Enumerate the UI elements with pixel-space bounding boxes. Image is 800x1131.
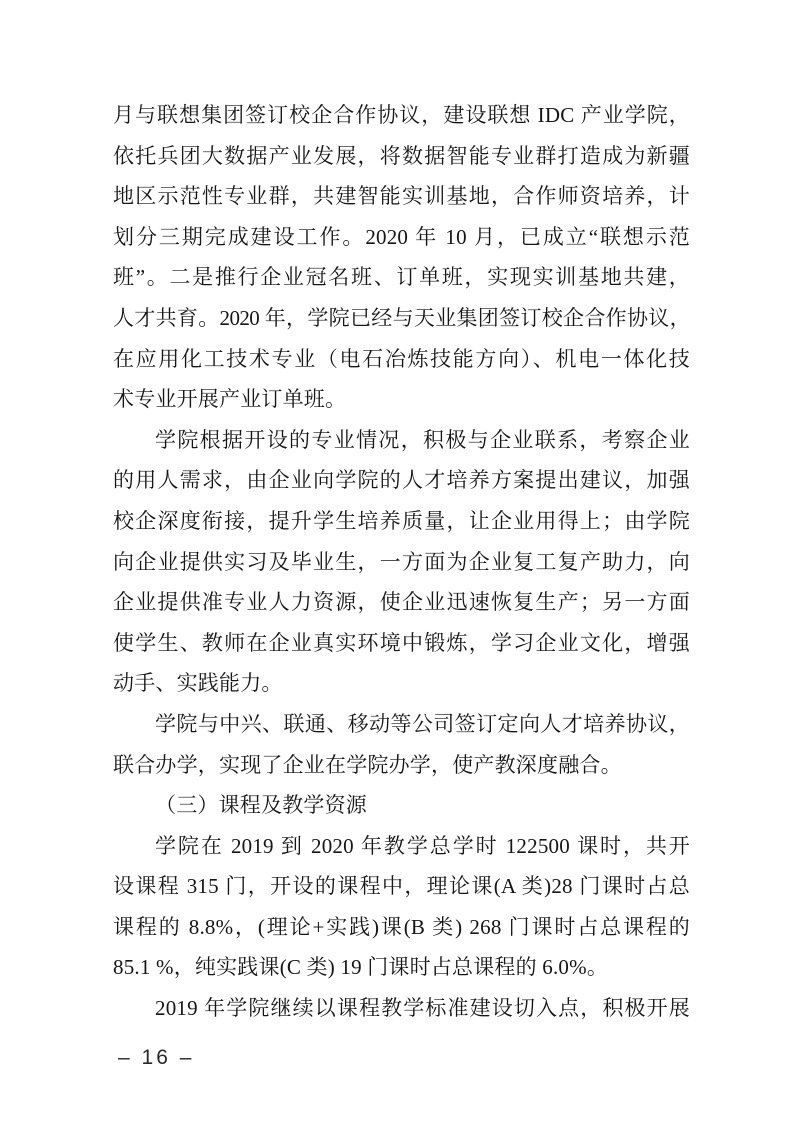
text-line: 85.1 %，纯实践课(C 类) 19 门课时占总课程的 6.0%。 xyxy=(113,955,609,980)
text-line: 地区示范性专业群，共建智能实训基地，合作师资培养，计 xyxy=(113,184,690,209)
text-line: 学院与中兴、联通、移动等公司签订定向人才培养协议， xyxy=(155,711,690,736)
text-line: 在应用化工技术专业（电石冶炼技能方向）、机电一体化技 xyxy=(113,346,690,371)
text-line: 班”。二是推行企业冠名班、订单班，实现实训基地共建， xyxy=(113,265,690,290)
text-line: 学院在 2019 到 2020 年教学总学时 122500 课时，共开 xyxy=(155,833,690,858)
text-line: 划分三期完成建设工作。2020 年 10 月，已成立“联想示范 xyxy=(113,224,690,249)
text-line: 使学生、教师在企业真实环境中锻炼，学习企业文化，增强 xyxy=(113,630,690,655)
text-line: 向企业提供实习及毕业生，一方面为企业复工复产助力，向 xyxy=(113,549,690,574)
page-number: – 16 – xyxy=(118,1046,195,1069)
text-line: 依托兵团大数据产业发展，将数据智能专业群打造成为新疆 xyxy=(113,143,690,168)
text-line: 企业提供准专业人力资源，使企业迅速恢复生产；另一方面 xyxy=(113,590,690,615)
text-line: 2019 年学院继续以课程教学标准建设切入点，积极开展 xyxy=(155,996,690,1021)
text-line: 联合办学，实现了企业在学院办学，使产教深度融合。 xyxy=(113,752,622,777)
section-heading: （三）课程及教学资源 xyxy=(155,793,367,818)
text-line: 设课程 315 门，开设的课程中，理论课(A 类)28 门课时占总 xyxy=(113,874,690,899)
text-line: 人才共育。2020 年，学院已经与天业集团签订校企合作协议， xyxy=(113,305,690,330)
text-line: 动手、实践能力。 xyxy=(113,671,283,696)
text-line: 学院根据开设的专业情况，积极与企业联系，考察企业 xyxy=(155,427,690,452)
text-line: 的用人需求，由企业向学院的人才培养方案提出建议，加强 xyxy=(113,468,690,493)
text-column xyxy=(113,95,690,1029)
text-line: 月与联想集团签订校企合作协议，建设联想 IDC 产业学院， xyxy=(113,103,690,127)
text-line: 校企深度衔接，提升学生培养质量，让企业用得上；由学院 xyxy=(113,508,690,533)
text-line: 课程的 8.8%，(理论+实践)课(B 类) 268 门课时占总课程的 xyxy=(113,914,690,939)
text-line: 术专业开展产业订单班。 xyxy=(113,387,347,412)
